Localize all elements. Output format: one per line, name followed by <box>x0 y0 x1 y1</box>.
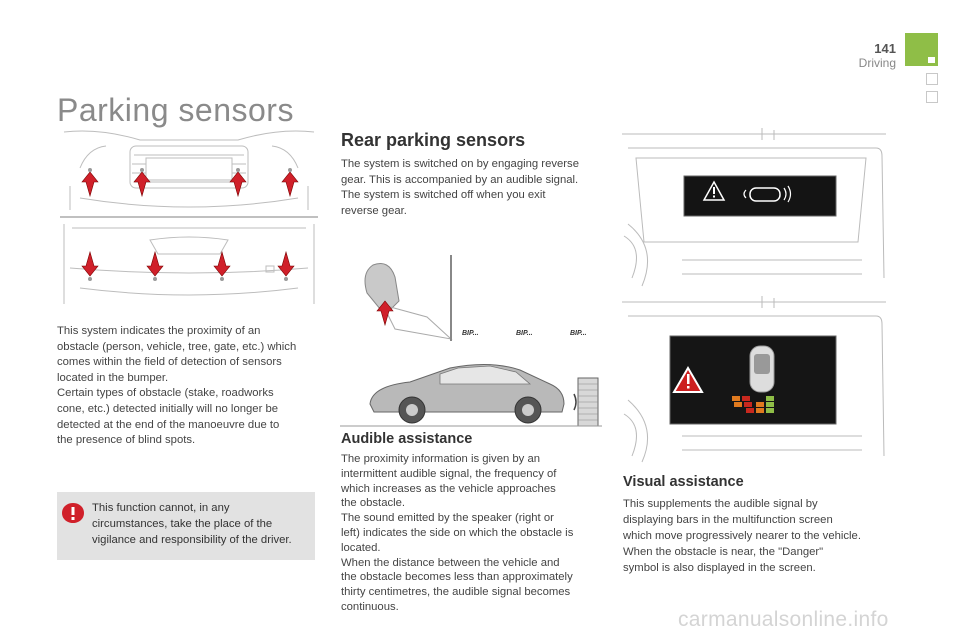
text-line: When the obstacle is near, the "Danger" <box>623 546 824 558</box>
chapter-tab-box <box>926 73 938 85</box>
warning-exclamation-icon <box>62 503 84 523</box>
text-line: circumstances, take the place of the <box>92 518 273 530</box>
watermark: carmanualsonline.info <box>678 608 889 631</box>
page-title: Parking sensors <box>57 92 294 128</box>
bip-label: BIP... <box>516 330 533 337</box>
text-line: left) indicates the side on which the obstacle is <box>341 526 574 539</box>
text-line: detected at the end of the manoeuvre due to <box>57 418 280 431</box>
text-line: This supplements the audible signal by <box>623 498 818 510</box>
text-line: thirty centimetres, the audible signal becomes <box>341 586 571 599</box>
text-line: symbol is also displayed in the screen. <box>623 562 816 574</box>
text-line: The sound emitted by the speaker (right or <box>341 512 554 525</box>
text-line: This function cannot, in any <box>92 502 230 514</box>
page-number: 141 <box>874 41 896 56</box>
text-line: reverse gear. <box>341 204 407 217</box>
text-line: When the distance between the vehicle and <box>341 556 560 569</box>
text-line: located. <box>341 541 381 554</box>
intro-text <box>57 324 319 449</box>
text-line: Certain types of obstacle (stake, roadworks <box>57 387 274 400</box>
visual-heading: Visual assistance <box>623 474 744 490</box>
text-line: the obstacle becomes less than approximately <box>341 571 573 584</box>
audible-text <box>341 452 611 615</box>
bip-label: BIP... <box>462 330 479 337</box>
text-line: which increases as the vehicle approaches <box>341 482 556 495</box>
text-line: obstacle (person, vehicle, tree, gate, etc.) which <box>57 340 297 353</box>
chapter-tab-box <box>926 91 938 103</box>
text-line: intermittent audible signal, the frequency of <box>341 467 557 480</box>
audible-heading: Audible assistance <box>341 431 473 447</box>
warning-text <box>92 500 314 548</box>
gear-lever-illustration <box>355 255 455 345</box>
text-line: continuous. <box>341 600 399 613</box>
dashboard-screen-illustration-2 <box>622 296 886 464</box>
car-reversing-illustration <box>340 352 606 432</box>
bip-label: BIP... <box>570 330 587 337</box>
rear-sensors-heading: Rear parking sensors <box>341 130 526 150</box>
text-line: The system is switched off when you exit <box>341 189 546 202</box>
chapter-tab-marker <box>928 57 935 63</box>
text-line: the presence of blind spots. <box>57 434 196 447</box>
visual-text <box>623 496 895 576</box>
rear-sensors-text <box>341 157 609 219</box>
text-line: The proximity information is given by an <box>341 453 541 465</box>
text-line: which move progressively nearer to the vehicle. <box>623 530 861 542</box>
dashboard-screen-illustration-1 <box>622 128 886 288</box>
text-line: vigilance and responsibility of the driver. <box>92 534 292 546</box>
text-line: gear. This is accompanied by an audible signal. <box>341 173 579 186</box>
text-line: the obstacle. <box>341 497 406 510</box>
text-line: The system is switched on by engaging reverse <box>341 158 579 170</box>
section-label: Driving <box>858 56 896 70</box>
bumper-sensors-illustration <box>60 128 318 308</box>
text-line: displaying bars in the multifunction screen <box>623 514 833 526</box>
text-line: This system indicates the proximity of an <box>57 325 261 337</box>
text-line: comes within the field of detection of sensors <box>57 356 282 369</box>
text-line: located in the bumper. <box>57 371 169 384</box>
text-line: cone, etc.) detected initially will no longer be <box>57 402 279 415</box>
